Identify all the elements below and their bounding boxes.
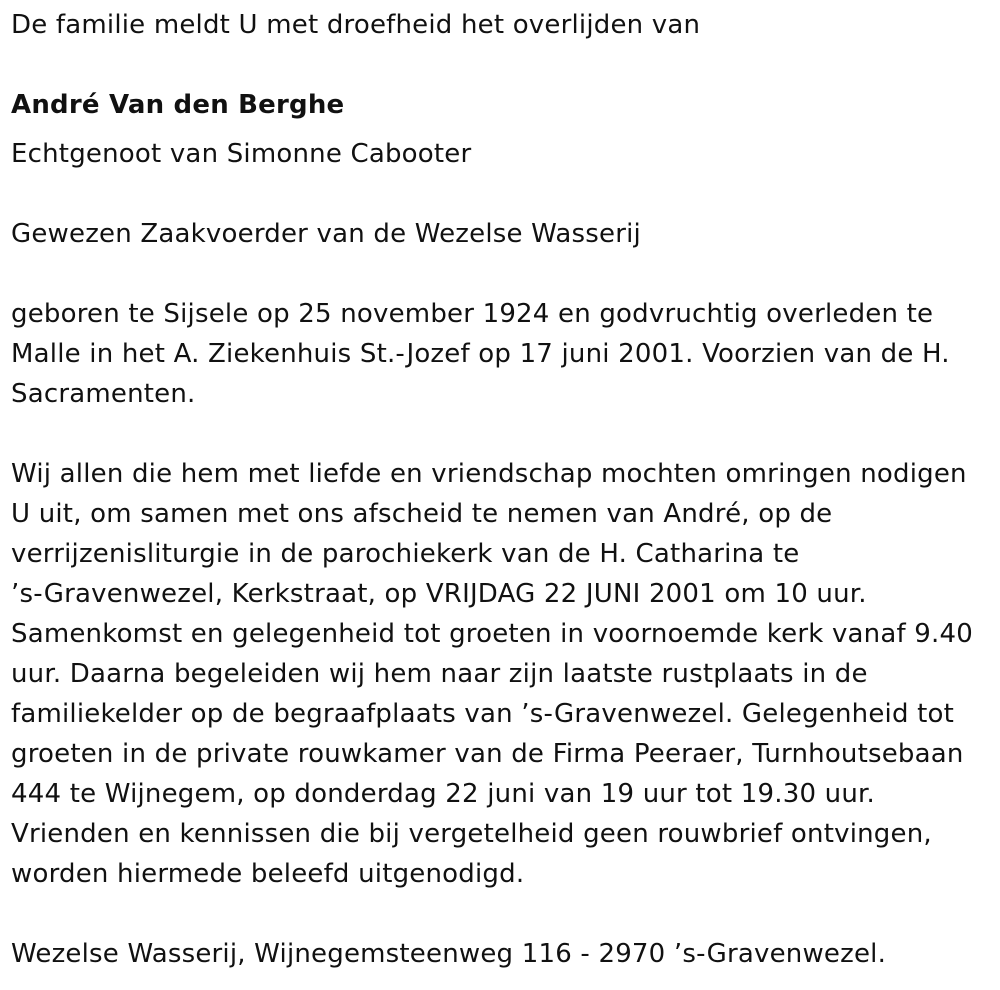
paragraph-line: verrijzenisliturgie in de parochiekerk van de H. Catharina te [11, 539, 800, 569]
paragraph-line: Vrienden en kennissen die bij vergetelheid geen rouwbrief ontvingen, [11, 819, 932, 849]
address-line: Wezelse Wasserij, Wijnegemsteenweg 116 - 2970 ’s-Gravenwezel. [11, 939, 887, 969]
paragraph-line: uur. Daarna begeleiden wij hem naar zijn laatste rustplaats in de [11, 659, 868, 689]
paragraph-line: Malle in het A. Ziekenhuis St.-Jozef op 17 juni 2001. Voorzien van de H. [11, 339, 950, 369]
paragraph-line: Sacramenten. [11, 379, 196, 409]
paragraph-line: Samenkomst en gelegenheid tot groeten in voornoemde kerk vanaf 9.40 [11, 619, 973, 649]
intro-text: De familie meldt U met droefheid het overlijden van [11, 10, 701, 40]
paragraph-line: 444 te Wijnegem, op donderdag 22 juni van 19 uur tot 19.30 uur. [11, 779, 875, 809]
paragraph-line: geboren te Sijsele op 25 november 1924 en godvruchtig overleden te [11, 299, 934, 329]
paragraph-line: familiekelder op de begraafplaats van ’s-Gravenwezel. Gelegenheid tot [11, 699, 955, 729]
occupation-line: Gewezen Zaakvoerder van de Wezelse Wasserij [11, 219, 641, 249]
paragraph-line: groeten in de private rouwkamer van de Firma Peeraer, Turnhoutsebaan [11, 739, 964, 769]
paragraph-line: ’s-Gravenwezel, Kerkstraat, op VRIJDAG 22 JUNI 2001 om 10 uur. [11, 579, 867, 609]
spouse-line: Echtgenoot van Simonne Cabooter [11, 139, 472, 169]
paragraph-line: worden hiermede beleefd uitgenodigd. [11, 859, 525, 889]
paragraph-line: Wij allen die hem met liefde en vriendschap mochten omringen nodigen [11, 459, 967, 489]
deceased-name: André Van den Berghe [11, 90, 345, 120]
paragraph-line: U uit, om samen met ons afscheid te nemen van André, op de [11, 499, 833, 529]
